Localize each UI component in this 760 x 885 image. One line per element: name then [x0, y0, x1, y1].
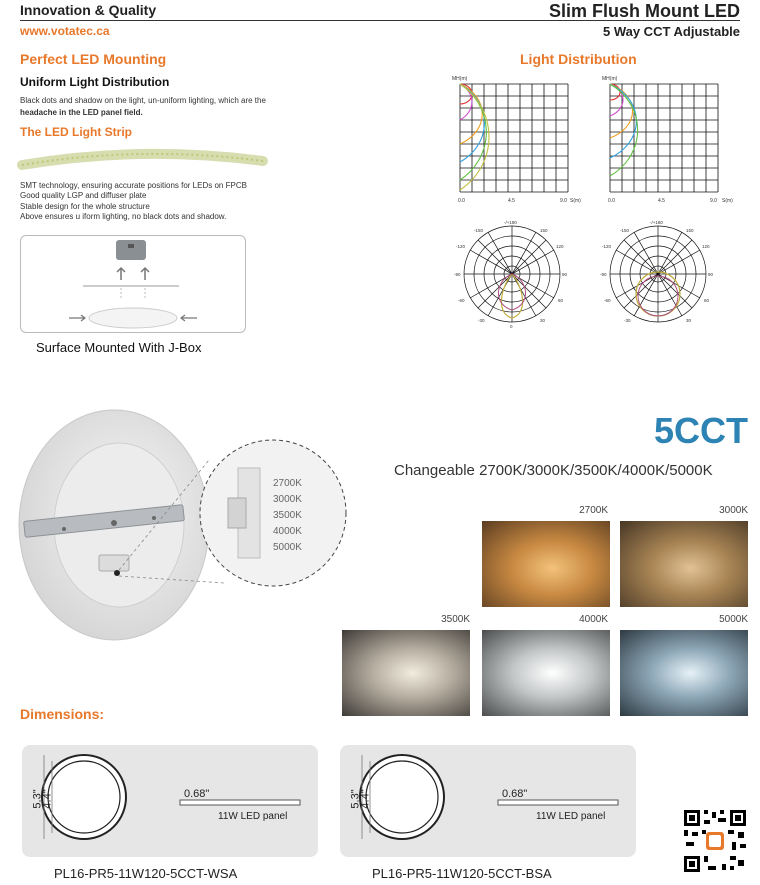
cct-headline: 5CCT [653, 410, 748, 451]
inner-diameter-wsa: 4.4" [41, 789, 54, 809]
polar-label-l9: 30 [540, 318, 546, 323]
swatch-label-2700: 2700K [579, 505, 608, 516]
polar-label-r4: -90 [600, 272, 607, 277]
panel-label-wsa: 11W LED panel [218, 811, 288, 822]
bullet-4: Above ensures u iform lighting, no black dots and shadow. [20, 212, 227, 222]
swatch-5000k [620, 630, 748, 716]
polar-top-label-left: -/+180 [504, 220, 517, 225]
thickness-bsa: 0.68" [502, 788, 528, 800]
strip-heading: The LED Light Strip [20, 125, 132, 139]
panel-label-bsa: 11W LED panel [536, 811, 606, 822]
grid-x-tick-2: 9.0 [560, 198, 567, 204]
polar-label-l4: -90 [454, 272, 461, 277]
uniform-text-1: Black dots and shadow on the light, un-uniform lighting, which are the [20, 96, 266, 105]
isolux-grid-right [598, 72, 738, 207]
polar-label-r9: 30 [686, 318, 692, 323]
switch-label-2700: 2700K [273, 478, 302, 489]
model-number-wsa: PL16-PR5-11W120-5CCT-WSA [54, 866, 238, 881]
grid-y-label: MH(m) [452, 76, 468, 82]
polar-label-l1: 150 [540, 228, 548, 233]
website-link[interactable]: www.votatec.ca [20, 24, 110, 38]
swatch-2700k [482, 521, 610, 607]
polar-label-l5: 90 [562, 272, 568, 277]
grid-x-tick-0-right: 0.0 [608, 198, 615, 204]
brand-tagline: Innovation & Quality [20, 2, 157, 18]
polar-label-l8: -30 [478, 318, 485, 323]
strip-bullets [20, 181, 247, 223]
bullet-1: SMT technology, ensuring accurate positions for LEDs on FPCB [20, 181, 247, 190]
switch-label-3000: 3000K [273, 494, 302, 505]
jbox-illustration [21, 236, 247, 334]
outer-diameter-wsa: 5.3" [31, 789, 44, 809]
polar-label-l2: -120 [456, 244, 466, 249]
switch-label-3500: 3500K [273, 510, 302, 521]
grid-x-tick-0: 0.0 [458, 198, 465, 204]
bullet-3: Stable design for the whole structure [20, 201, 150, 211]
polar-label-l0: -150 [474, 228, 484, 233]
polar-top-label-right: -/+180 [650, 220, 663, 225]
polar-label-r2: -120 [602, 244, 612, 249]
swatch-label-3500: 3500K [441, 614, 470, 625]
qr-code[interactable] [682, 808, 748, 874]
thickness-wsa: 0.68" [184, 788, 210, 800]
switch-labels [273, 476, 302, 556]
uniform-text-2: headache in the LED panel field. [20, 108, 143, 117]
light-distribution-heading: Light Distribution [520, 51, 637, 67]
page-subtitle: 5 Way CCT Adjustable [602, 24, 740, 39]
polar-chart-left [452, 218, 572, 330]
jbox-diagram [20, 235, 246, 333]
grid-y-label-right: MH(m) [602, 76, 618, 82]
grid-x-label: S(m) [570, 198, 581, 204]
swatch-label-5000: 5000K [719, 614, 748, 625]
dimension-card-bsa [340, 745, 636, 857]
polar-label-r8: -30 [624, 318, 631, 323]
polar-label-r5: 90 [708, 272, 714, 277]
dimension-card-wsa [22, 745, 318, 857]
cct-description: Changeable 2700K/3000K/3500K/4000K/5000K [394, 462, 713, 479]
bullet-2: Good quality LGP and diffuser plate [20, 191, 147, 201]
swatch-3000k [620, 521, 748, 607]
mounting-heading: Perfect LED Mounting [20, 51, 167, 67]
swatch-3500k [342, 630, 470, 716]
polar-label-l3: 120 [556, 244, 564, 249]
switch-label-5000: 5000K [273, 542, 302, 553]
isolux-grid-left [448, 72, 581, 207]
switch-label-4000: 4000K [273, 526, 302, 537]
model-number-bsa: PL16-PR5-11W120-5CCT-BSA [372, 866, 552, 881]
dimension-drawing-bsa [340, 745, 636, 857]
dimension-drawing-wsa [22, 745, 318, 857]
grid-x-label-right: S(m) [722, 198, 733, 204]
polar-label-r6: -60 [604, 298, 611, 303]
jbox-caption: Surface Mounted With J-Box [36, 340, 202, 355]
polar-label-l6: -60 [458, 298, 465, 303]
dimensions-heading: Dimensions: [20, 706, 105, 722]
swatch-label-4000: 4000K [579, 614, 608, 625]
grid-x-tick-1-right: 4.5 [658, 198, 665, 204]
polar-label-r1: 150 [686, 228, 694, 233]
polar-label-r7: 60 [704, 298, 710, 303]
page-title: Slim Flush Mount LED [549, 1, 740, 21]
polar-label-r0: -150 [620, 228, 630, 233]
polar-label-r3: 120 [702, 244, 710, 249]
uniform-heading: Uniform Light Distribution [20, 75, 170, 89]
polar-label-l7: 60 [558, 298, 564, 303]
inner-diameter-bsa: 4.4" [359, 789, 372, 809]
polar-chart-right [598, 218, 718, 330]
swatch-label-3000: 3000K [719, 505, 748, 516]
grid-x-tick-2-right: 9.0 [710, 198, 717, 204]
outer-diameter-bsa: 5.3" [349, 789, 362, 809]
swatch-4000k [482, 630, 610, 716]
polar-label-l10: 0 [510, 324, 513, 329]
led-strip-image [20, 143, 265, 173]
grid-x-tick-1: 4.5 [508, 198, 515, 204]
